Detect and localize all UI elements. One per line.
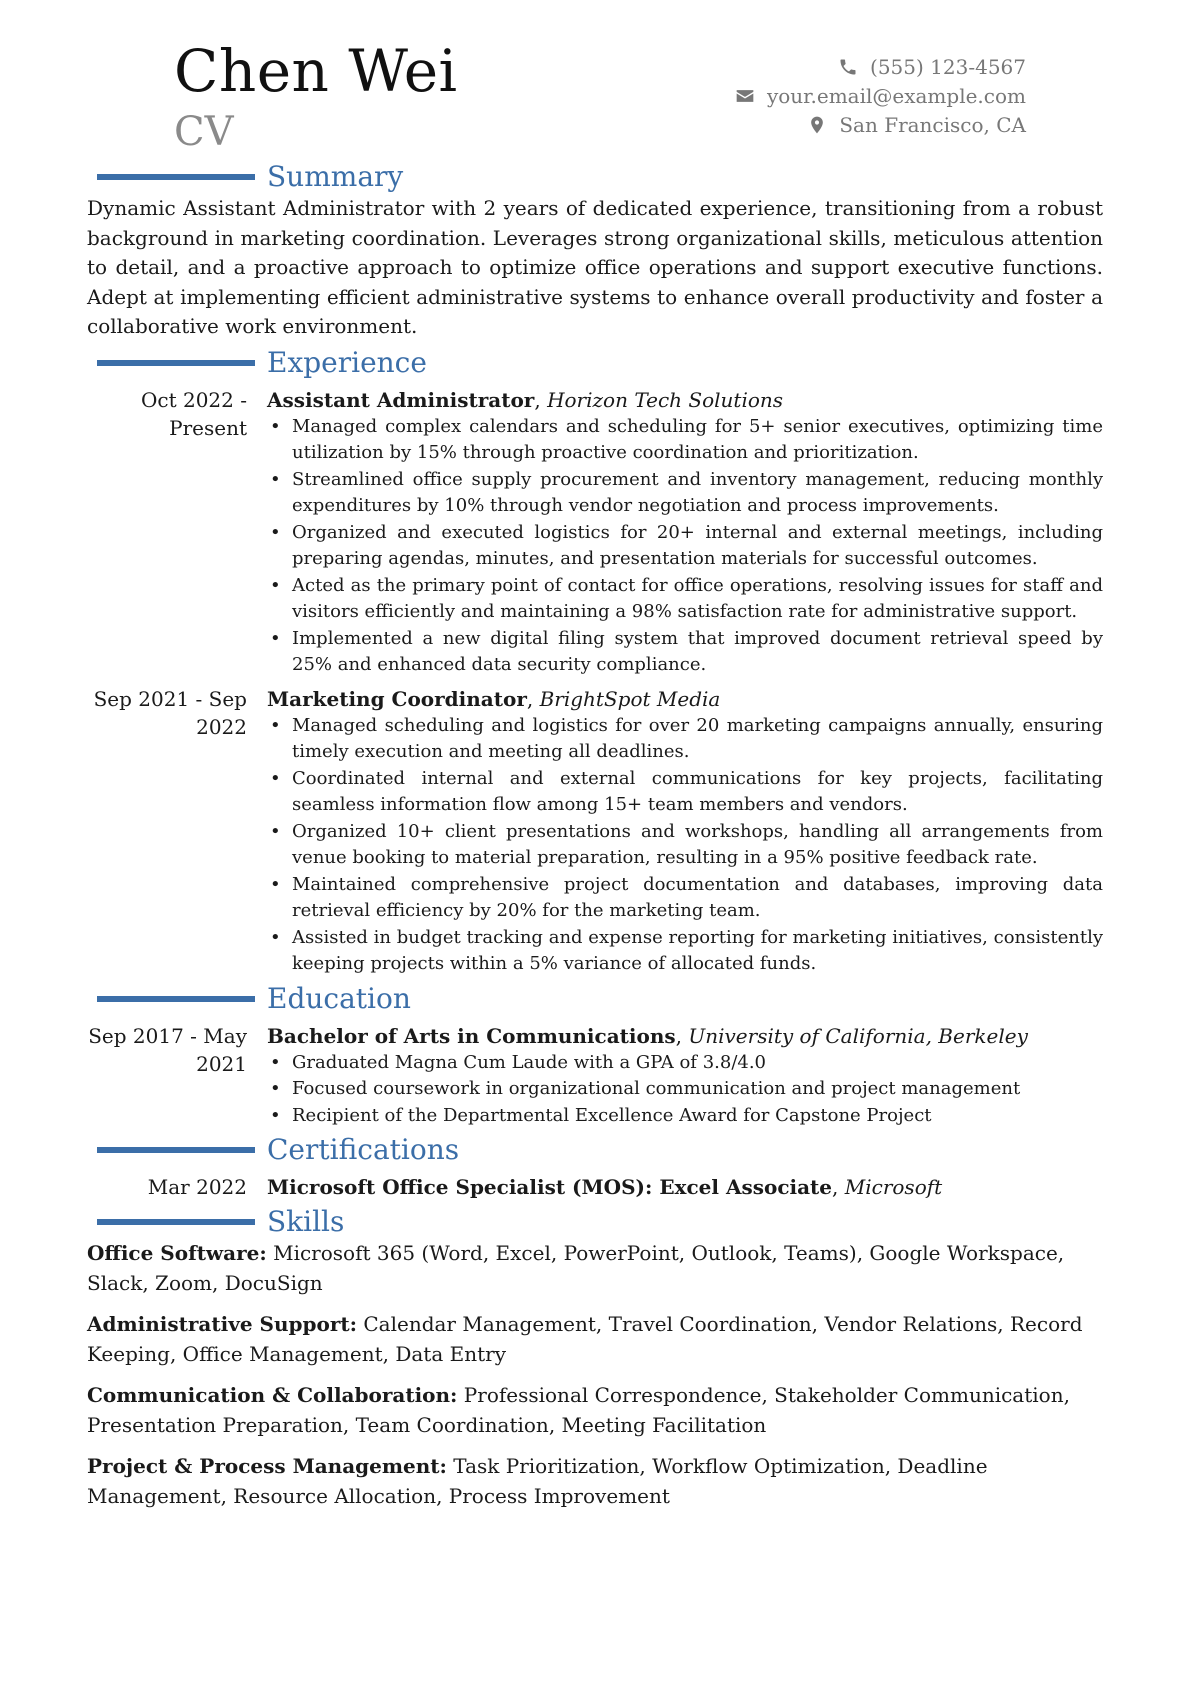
entry-separator: , [832, 1175, 845, 1199]
bullet-item: • Acted as the primary point of contact for office operations, resolving issues for staff and visitors efficiently and maintaining a 98% satisfaction rate for administrative support. [292, 573, 1103, 626]
bullet-item: • Implemented a new digital filing system that improved document retrieval speed by 25% and enhanced data security compliance. [292, 626, 1103, 679]
email-address[interactable]: your.email@example.com [766, 83, 1026, 108]
section-title: Skills [267, 1205, 345, 1238]
document-subtitle: CV [174, 109, 234, 155]
bullet-item: • Graduated Magna Cum Laude with a GPA of 3.8/4.0 [292, 1050, 1103, 1077]
bullet-item: • Focused coursework in organizational communication and project management [292, 1076, 1103, 1103]
entry-separator: , [534, 387, 548, 412]
bullet-list [267, 414, 1103, 679]
entry-body [267, 386, 1103, 679]
section-title: Certifications [267, 1133, 460, 1166]
bullet-item: • Organized and executed logistics for 20+ internal and external meetings, including preparing agendas, minutes, and presentation materials for successful outcomes. [292, 520, 1103, 573]
section-certifications-heading [87, 1133, 1103, 1167]
skill-item [87, 1239, 1103, 1298]
entry-title [267, 386, 1103, 414]
skill-label: Office Software: [87, 1241, 267, 1265]
entry-title [267, 1022, 1103, 1050]
section-skills-heading [87, 1205, 1103, 1239]
entry-date: Mar 2022 [147, 1175, 247, 1199]
entry-organization: University of California, Berkeley [688, 1023, 1028, 1048]
section-divider-bar [97, 360, 255, 366]
contact-email [735, 81, 1026, 110]
section-education-heading [87, 982, 1103, 1016]
entry-body [267, 1173, 1103, 1201]
education-list [87, 1022, 1103, 1130]
phone-number[interactable]: (555) 123-4567 [870, 54, 1026, 79]
entry-organization: Horizon Tech Solutions [547, 387, 784, 412]
contact-location [735, 110, 1026, 139]
section-title: Experience [267, 345, 427, 379]
section-title: Education [267, 981, 411, 1015]
section-divider-bar [97, 174, 255, 180]
location: San Francisco, CA [839, 112, 1026, 137]
bullet-item: • Managed complex calendars and scheduling for 5+ senior executives, optimizing time utilization by 15% through proactive coordination and prioritization. [292, 414, 1103, 467]
section-divider-bar [97, 1147, 255, 1153]
skill-text: Professional Correspondence, Stakeholder Communication, Presentation Preparation, Team Coordination, Meeting Facilitation [87, 1383, 1070, 1437]
bullet-item: • Assisted in budget tracking and expense reporting for marketing initiatives, consistently keeping projects within a 5% variance of allocated funds. [292, 925, 1103, 978]
entry-separator: , [526, 686, 540, 711]
experience-list [87, 386, 1103, 978]
skill-item [87, 1452, 1103, 1511]
skill-item [87, 1310, 1103, 1369]
entry-body [267, 685, 1103, 978]
bullet-item: • Managed scheduling and logistics for over 20 marketing campaigns annually, ensuring timely execution and meeting all deadlines. [292, 713, 1103, 766]
section-summary-heading [87, 160, 1103, 194]
phone-icon [838, 57, 858, 77]
entry-date: Sep 2021 - Sep 2022 [93, 686, 247, 739]
certifications-list [87, 1173, 1103, 1201]
bullet-item: • Streamlined office supply procurement and inventory management, reducing monthly expenditures by 10% through vendor negotiation and process improvements. [292, 467, 1103, 520]
entry-role: Bachelor of Arts in Communications [267, 1023, 676, 1048]
header [87, 0, 1103, 160]
entry-date: Sep 2017 - May 2021 [88, 1023, 247, 1076]
experience-entry [87, 386, 1103, 679]
bullet-item: • Recipient of the Departmental Excellence Award for Capstone Project [292, 1103, 1103, 1130]
summary-text: Dynamic Assistant Administrator with 2 years of dedicated experience, transitioning from a robust background in marketing coordination. Leverages strong organizational skills, meticulous attention to detail, and a proactive approach to optimize office operations and support executive functions. Adept at implementing efficient administrative systems to enhance overall productivity and foster a collaborative work environment. [87, 196, 1103, 338]
entry-organization: BrightSpot Media [539, 686, 721, 711]
entry-date: Oct 2022 - Present [140, 387, 247, 440]
entry-body [267, 1022, 1103, 1130]
section-title: Summary [267, 160, 404, 193]
entry-title [267, 1173, 1103, 1201]
experience-entry [87, 685, 1103, 978]
skill-label: Communication & Collaboration: [87, 1383, 458, 1407]
entry-role: Assistant Administrator [267, 387, 535, 412]
section-divider-bar [97, 996, 255, 1002]
education-entry [87, 1022, 1103, 1130]
entry-organization: Microsoft [844, 1175, 943, 1199]
section-experience-heading [87, 346, 1103, 380]
certifications-entry [87, 1173, 1103, 1201]
skill-text: Microsoft 365 (Word, Excel, PowerPoint, Outlook, Teams), Google Workspace, Slack, Zoom, DocuSign [87, 1241, 1065, 1295]
contact-phone [735, 52, 1026, 81]
bullet-list [267, 713, 1103, 978]
skill-label: Administrative Support: [87, 1312, 357, 1336]
entry-role: Marketing Coordinator [267, 686, 527, 711]
candidate-name: Chen Wei [174, 37, 458, 105]
bullet-item: • Organized 10+ client presentations and workshops, handling all arrangements from venue booking to material preparation, resulting in a 95% positive feedback rate. [292, 819, 1103, 872]
skill-label: Project & Process Management: [87, 1454, 447, 1478]
skill-text: Task Prioritization, Workflow Optimization, Deadline Management, Resource Allocation, Process Improvement [87, 1454, 988, 1508]
entry-title [267, 685, 1103, 713]
skill-text: Calendar Management, Travel Coordination, Vendor Relations, Record Keeping, Office Management, Data Entry [87, 1312, 1083, 1366]
skill-item [87, 1381, 1103, 1440]
entry-separator: , [675, 1023, 689, 1048]
bullet-item: • Maintained comprehensive project documentation and databases, improving data retrieval efficiency by 20% for the marketing team. [292, 872, 1103, 925]
envelope-icon [735, 86, 755, 106]
contact-block [735, 52, 1026, 139]
bullet-item: • Coordinated internal and external communications for key projects, facilitating seamless information flow among 15+ team members and vendors. [292, 766, 1103, 819]
entry-role: Microsoft Office Specialist (MOS): Excel Associate [267, 1175, 833, 1199]
skills-list [87, 1239, 1103, 1511]
bullet-list [267, 1050, 1103, 1130]
section-divider-bar [97, 1219, 255, 1225]
map-pin-icon [807, 115, 827, 135]
